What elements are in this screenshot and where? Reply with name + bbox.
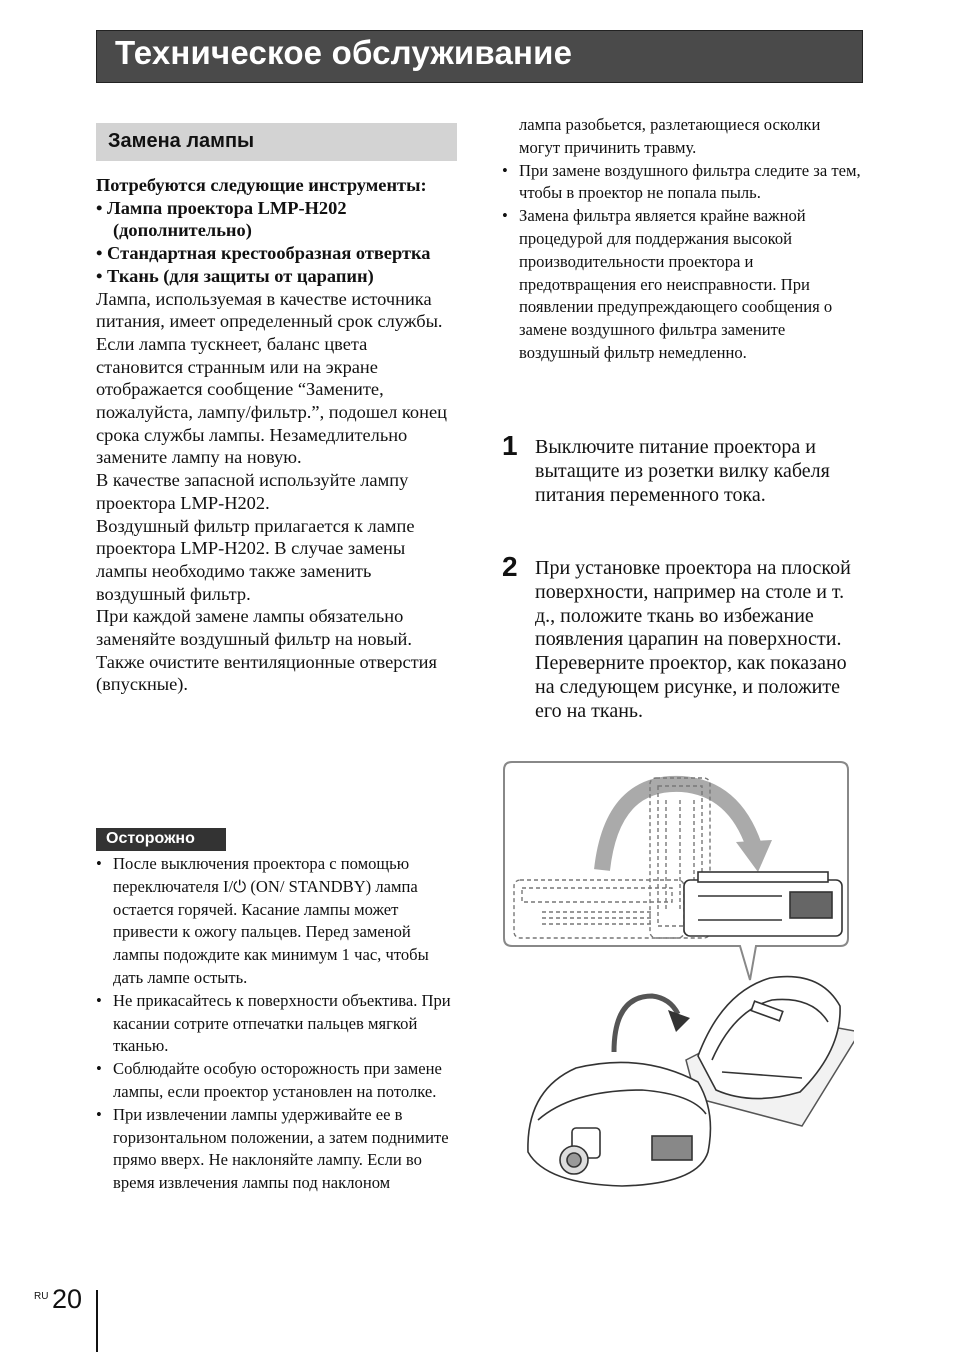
bullet-marker: •: [96, 990, 102, 1010]
requirements-heading: Потребуются следующие инструменты:: [96, 175, 427, 195]
page-number: 20: [52, 1284, 83, 1314]
bullet-marker: •: [96, 1104, 102, 1124]
page-title-bar: [96, 30, 863, 83]
caution-item: [502, 160, 864, 206]
section-title: Замена лампы: [108, 130, 255, 152]
caution-item-text: При извлечении лампы удерживайте ее в горизонтальном положении, а затем поднимите прямо вверх. Не наклоняйте лампу. Если во время извлечения лампы под наклоном: [113, 1104, 449, 1193]
step-text: При установке проектора на плоской поверхности, например на столе и т. д., положите ткань во избежание появления царапин на поверхности. Переверните проектор, как показано на следующем рисунке, и положите его на ткань.: [535, 557, 851, 722]
step-2: [502, 551, 864, 724]
intro-text: [96, 288, 458, 697]
bullet-marker: •: [96, 854, 102, 873]
caution-label-text: Осторожно: [106, 830, 195, 847]
caution-continued: [502, 114, 864, 365]
caution-item-continuation: лампа разобьется, разлетающиеся осколки могут причинить травму.: [519, 115, 821, 157]
requirements-block: [96, 174, 458, 288]
intro-paragraph: В качестве запасной используйте лампу проектора LMP-H202.: [96, 470, 409, 513]
caution-item-text: Замена фильтра является крайне важной процедурой для поддержания высокой производительности проектора и предотвращения его неисправности. При появлении предупреждающего сообщения о замене воздушного фильтра замените воздушный фильтр немедленно.: [519, 206, 833, 362]
caution-list: [96, 853, 458, 1195]
caution-item-text: Соблюдайте особую осторожность при замене лампы, если проектор установлен на потолке.: [113, 1059, 442, 1101]
step-1: [502, 430, 864, 507]
step-text: Выключите питание проектора и вытащите из розетки вилку кабеля питания переменного тока.: [535, 436, 830, 506]
rotation-arrow-small: [614, 996, 678, 1052]
step-number: 1: [502, 430, 518, 461]
projector-upside-down: [684, 872, 842, 936]
callout-box: [504, 762, 848, 980]
caution-item: [96, 1104, 458, 1195]
caution-item: [502, 205, 864, 365]
page-title: Техническое обслуживание: [115, 34, 573, 71]
caution-item: [96, 1058, 458, 1104]
intro-paragraph: Лампа, используемая в качестве источника питания, имеет определенный срок службы. Если лампа тускнеет, баланс цвета становится странным или на экране отображается сообщение “Замените, пожалуйста, лампу/фильтр.”, подошел конец срока службы лампы. Незамедлительно замените лампу на новую.: [96, 288, 447, 468]
caution-item: [96, 853, 458, 990]
caution-item-text: Не прикасайтесь к поверхности объектива. При касании сотрите отпечатки пальцев мягкой тканью.: [113, 990, 451, 1056]
requirement-item: • Стандартная крестообразная отвертка: [96, 243, 431, 264]
intro-paragraph: При каждой замене лампы обязательно заменяйте воздушный фильтр на новый. Также очистите вентиляционные отверстия (впускные).: [96, 606, 437, 695]
bullet-marker: •: [502, 206, 508, 226]
section-header: [96, 123, 457, 161]
caution-label: [96, 828, 226, 851]
requirement-item: • Лампа проектора LMP-H202 (дополнительно): [96, 197, 347, 241]
caution-item-text: После выключения проектора с помощью переключателя I/⏻ (ON/ STANDBY) лампа остается горячей. Касание лампы может привести к ожогу пальцев. Перед заменой лампы подождите как минимум 1 час, чтобы дать лампе остыть.: [113, 854, 429, 987]
footer-rule: [96, 1290, 98, 1352]
left-column: [96, 174, 458, 696]
projector-flip-illustration: [502, 760, 854, 1190]
caution-item-text: При замене воздушного фильтра следите за тем, чтобы в проектор не попала пыль.: [519, 160, 861, 203]
requirement-item: • Ткань (для защиты от царапин): [96, 265, 374, 286]
bullet-marker: •: [96, 1059, 102, 1079]
caution-item: [96, 990, 458, 1058]
bullet-marker: •: [502, 160, 508, 180]
projector-upright: [528, 1062, 711, 1186]
step-number: 2: [502, 551, 518, 582]
intro-paragraph: Воздушный фильтр прилагается к лампе проектора LMP-H202. В случае замены лампы необходимо также заменить воздушный фильтр.: [96, 515, 415, 604]
footer-lang: RU: [34, 1291, 49, 1302]
